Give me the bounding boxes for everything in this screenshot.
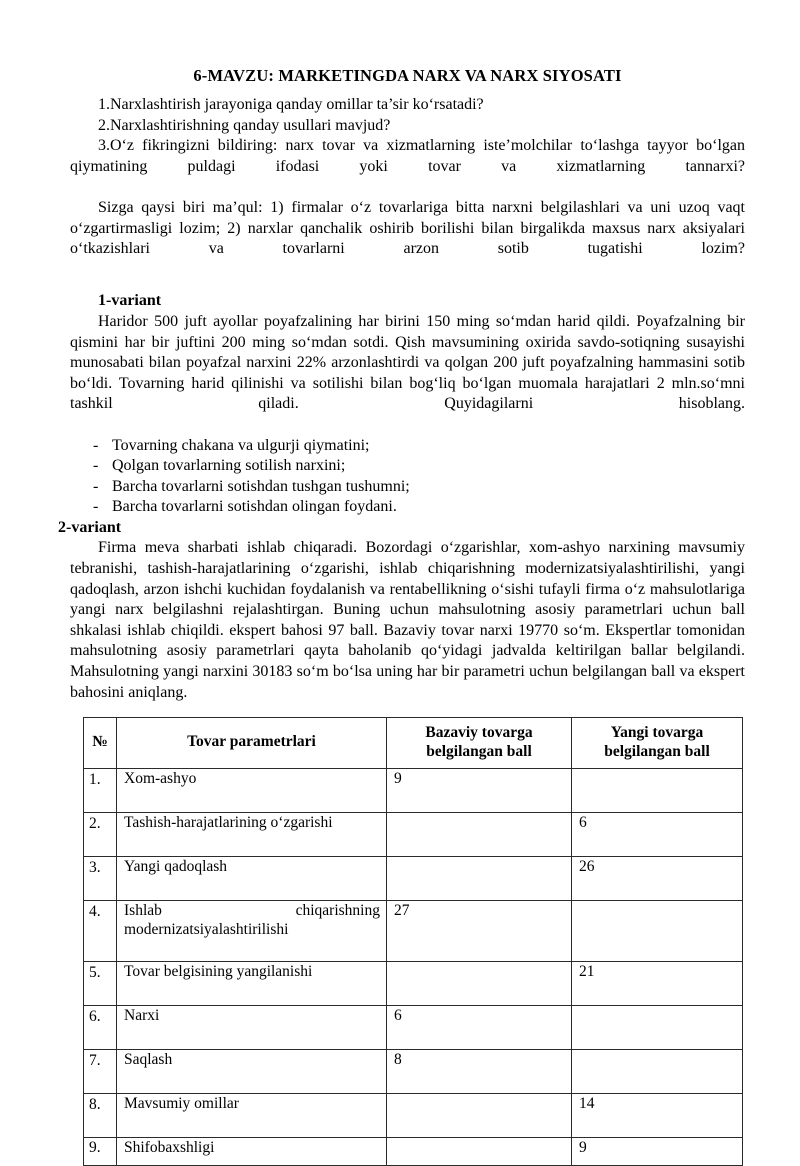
cell-parameter-text: Saqlash [124,1051,173,1069]
cell-parameter [117,813,387,857]
cell-base-score [387,813,572,857]
question-list [70,86,745,198]
cell-parameter [117,1094,387,1138]
cell-parameter [117,1050,387,1094]
list-item-label: Tovarning chakana va ulgurji qiymatini; [112,436,370,454]
list-item [70,497,745,518]
cell-number: 4. [84,901,117,962]
table-header-row [84,718,743,769]
cell-base-score [387,857,572,901]
cell-parameter-text: Mavsumiy omillar [124,1095,239,1113]
variant1-heading: 1-variant [98,292,162,310]
table-row [84,1094,743,1138]
cell-number: 3. [84,857,117,901]
cell-parameter [117,769,387,813]
column-header-number: № [84,718,117,769]
list-item [70,477,745,498]
variant1-paragraph: Haridor 500 juft ayollar poyafzalining har birini 150 ming so‘mdan harid qildi. Poyafzalning bir qismini har bir juftini 200 ming so‘mdan sotdi. Qish mavsumining oxirida savdo-sotiqning susayishi munosabati bilan poyafzal narxini 22% arzonlashtirdi va qolgan 200 juft poyafzalning hammasini sotib bo‘ldi. Tovarning harid qilinishi va sotilishi bilan bog‘liq bo‘lgan muomala harajatlari 2 mln.so‘mni tashkil qiladi. Quyidagilarni hisoblang. [70,312,745,413]
cell-number: 8. [84,1094,117,1138]
column-header-new-score: Yangi tovarga belgilangan ball [572,718,743,769]
cell-parameter-text: Ishlab chiqarishning modernizatsiyalashtirilishi [124,902,380,939]
variant1-bullet-list [70,436,745,518]
cell-base-score [387,1094,572,1138]
cell-new-score [572,769,743,813]
cell-parameter-text: Xom-ashyo [124,770,197,788]
column-header-parameter: Tovar parametrlari [117,718,387,769]
column-header-base-score: Bazaviy tovarga belgilangan ball [387,718,572,769]
spacer [70,280,745,291]
cell-base-score: 9 [387,769,572,813]
table-row [84,813,743,857]
table-row [84,962,743,1006]
parameters-table [83,717,743,1166]
list-item-label: Barcha tovarlarni sotishdan tushgan tushumni; [112,477,410,495]
question-item-2: 2.Narxlashtirishning qanday usullari mavjud? [98,116,391,134]
cell-new-score: 9 [572,1138,743,1166]
page-title: 6-MAVZU: MARKETINGDA NARX VA NARX SIYOSATI [193,66,622,85]
table-row [84,901,743,962]
list-item [70,436,745,457]
cell-parameter-text: Narxi [124,1007,160,1025]
table-row [84,1006,743,1050]
cell-parameter-text: Shifobaxshligi [124,1139,215,1157]
cell-new-score: 21 [572,962,743,1006]
cell-base-score: 27 [387,901,572,962]
table-row [84,1138,743,1166]
cell-new-score: 26 [572,857,743,901]
cell-parameter [117,857,387,901]
cell-number: 9. [84,1138,117,1166]
cell-new-score [572,1050,743,1094]
variant2-paragraph: Firma meva sharbati ishlab chiqaradi. Bozordagi o‘zgarishlar, xom-ashyo narxining mavsumiy tebranishi, tashish-harajatlarining o‘zgarishi, ishlab chiqarishning modernizatsiyalashtirilishi, yangi qadoqlash, arzon ishchi kuchidan foydalanish va rentabellikning o‘sishi tufayli firma o‘z mahsulotlariga yangi narx belgilashni rejalashtirgan. Buning uchun mahsulotning asosiy parametrlari uchun ball shkalasi ishlab chiqildi. ekspert bahosi 97 ball. Bazaviy tovar narxi 19770 so‘m. Ekspertlar tomonidan mahsulotning asosiy parametrlari qayta baholanib qo‘yidagi jadvalda keltirilgan ballar belgilandi. Mahsulotning yangi narxini 30183 so‘m bo‘lsa uning har bir parametri uchun belgilangan ball va ekspert bahosini aniqlang. [70,539,745,701]
document-page [58,0,745,1157]
cell-new-score [572,901,743,962]
parameters-table-container [83,717,742,1166]
intro-paragraph: Sizga qaysi biri ma’qul: 1) firmalar o‘z tovarlariga bitta narxni belgilashlari va uni uzoq vaqt o‘zgartirmasligi lozim; 2) narxlar qanchalik oshirib borilishi bilan birgalikda maxsus narx aksiyalari o‘tkazishlari va tovarlarni arzon sotib tugatishi lozim? [70,198,745,258]
bullet-dash: - [93,477,99,495]
list-item [70,456,745,477]
cell-parameter-text: Tovar belgisining yangilanishi [124,963,313,981]
cell-number: 7. [84,1050,117,1094]
cell-parameter [117,962,387,1006]
table-row [84,769,743,813]
cell-parameter [117,901,387,962]
cell-number: 2. [84,813,117,857]
cell-base-score: 6 [387,1006,572,1050]
cell-new-score: 6 [572,813,743,857]
list-item-label: Qolgan tovarlarning sotilish narxini; [112,457,346,475]
table-row [84,1050,743,1094]
cell-base-score: 8 [387,1050,572,1094]
cell-parameter-text: Tashish-harajatlarining o‘zgarishi [124,814,333,832]
cell-parameter-text: Yangi qadoqlash [124,858,228,876]
variant2-heading: 2-variant [58,518,122,536]
cell-parameter [117,1006,387,1050]
bullet-dash: - [93,498,99,516]
cell-number: 1. [84,769,117,813]
cell-new-score: 14 [572,1094,743,1138]
bullet-dash: - [93,436,99,454]
cell-parameter [117,1138,387,1166]
bullet-dash: - [93,457,99,475]
question-item-3: 3.O‘z fikringizni bildiring: narx tovar va xizmatlarning iste’molchilar to‘lashga tayyor bo‘lgan qiymatining puldagi ifodasi yoki tovar va xizmatlarning tannarxi? [70,137,745,175]
question-item-1: 1.Narxlashtirish jarayoniga qanday omillar ta’sir ko‘rsatadi? [98,96,484,113]
list-item-label: Barcha tovarlarni sotishdan olingan foydani. [112,498,397,516]
cell-number: 6. [84,1006,117,1050]
cell-base-score [387,962,572,1006]
table-row [84,857,743,901]
cell-number: 5. [84,962,117,1006]
cell-new-score [572,1006,743,1050]
cell-base-score [387,1138,572,1166]
